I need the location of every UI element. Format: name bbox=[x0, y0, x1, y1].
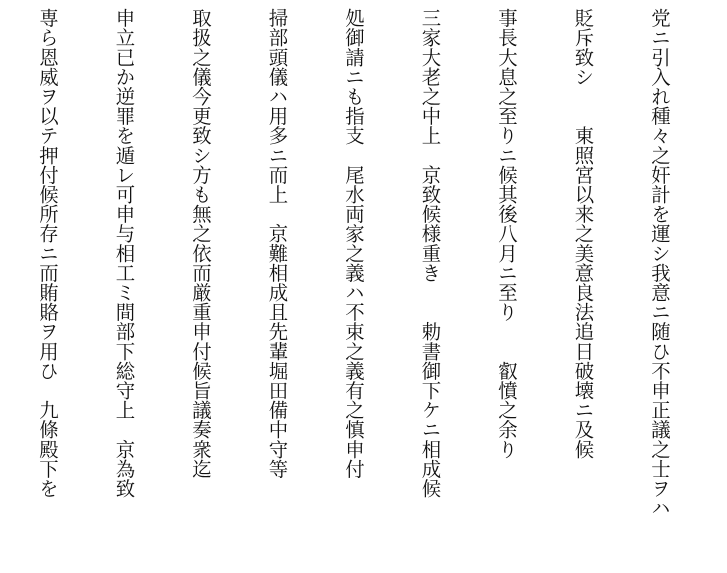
text-line: 申立已か逆罪を遁レ可申与相工ミ間部下総守上 京為致 bbox=[112, 8, 136, 498]
text-line: 三家大老之中上 京致候様重き 勅書御下ケニ相成候 bbox=[418, 8, 442, 498]
text-line: 処御請ニも指支 尾水両家之義ハ不束之義有之慎申付 bbox=[342, 8, 365, 479]
text-line: 貶斥致シ 東照宮以来之美意良法追日破壊ニ及候 bbox=[571, 8, 595, 459]
vertical-text-column-block bbox=[0, 8, 723, 568]
text-line: 掃部頭儀ハ用多ニ而上 京難相成且先輩堀田備中守等 bbox=[265, 8, 289, 479]
text-line: 事長大息之至りニ候其後八月ニ至り 叡憤之余り bbox=[495, 8, 518, 459]
text-line: 取扱之儀今更致シ方も無之依而厳重申付候旨議奏衆迄 bbox=[189, 8, 212, 479]
text-line: 専ら恩威ヲ以テ押付候所存ニ而賄賂ヲ用ひ 九條殿下を bbox=[36, 8, 59, 498]
text-line: 党ニ引入れ種々之奸計を運シ我意ニ随ひ不申正議之士ヲハ bbox=[648, 8, 671, 518]
